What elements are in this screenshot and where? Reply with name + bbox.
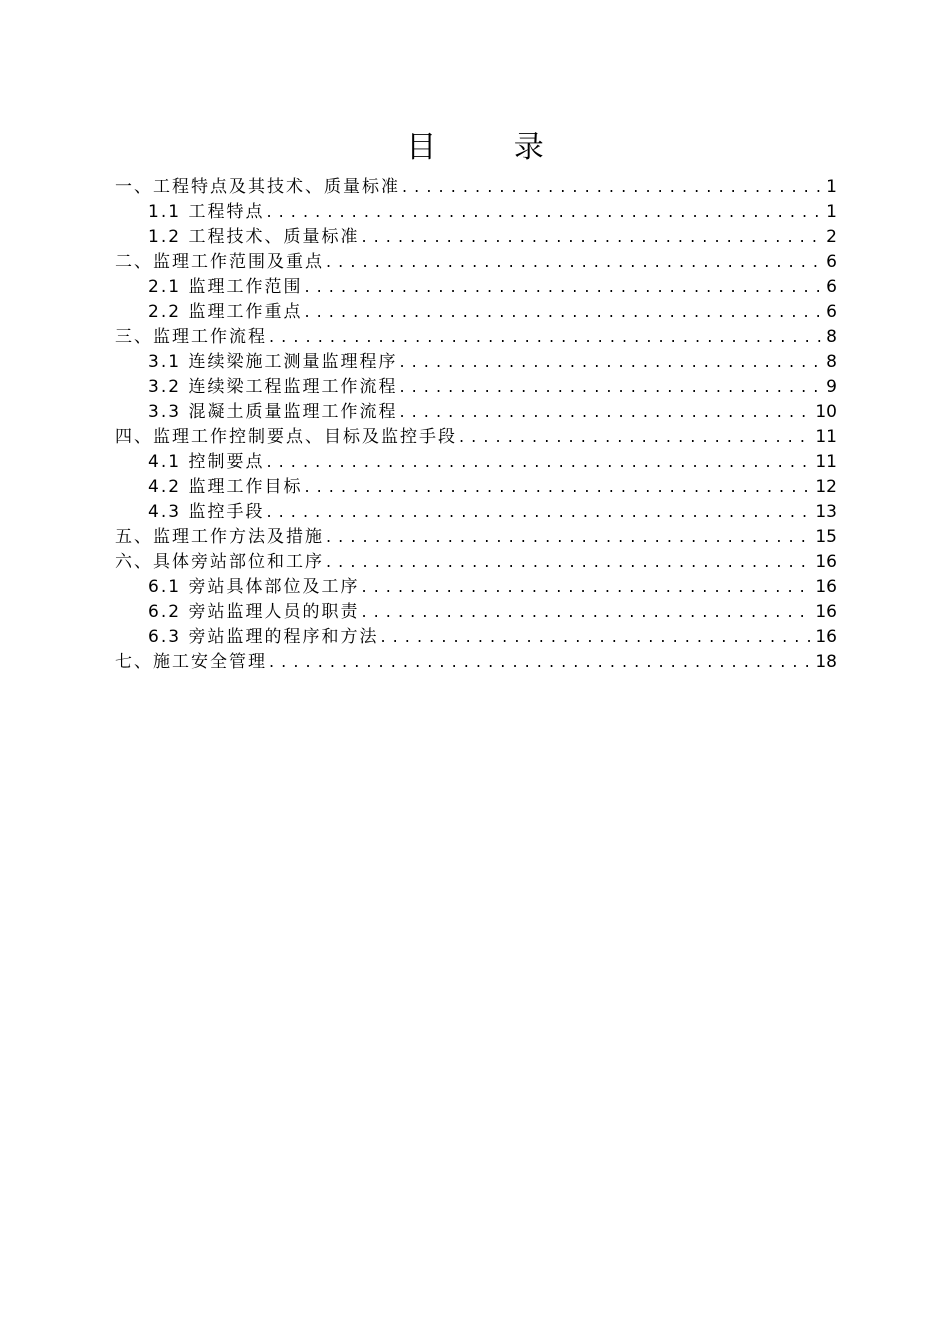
dot-leader: [266, 449, 811, 474]
toc-entry-text: 4.1 控制要点: [148, 452, 265, 472]
dot-leader: [269, 324, 822, 349]
toc-entry[interactable]: [115, 549, 837, 574]
dot-leader: [326, 524, 811, 549]
toc-page-number: 1: [826, 202, 837, 222]
toc-entry-text: 3.3 混凝土质量监理工作流程: [148, 402, 398, 422]
toc-page-number: 10: [815, 402, 837, 422]
toc-entry-text: 6.3 旁站监理的程序和方法: [148, 627, 379, 647]
dot-leader: [380, 624, 811, 649]
toc-entry-text: 2.2 监理工作重点: [148, 302, 303, 322]
toc-page-number: 16: [815, 552, 837, 572]
toc-entry[interactable]: [115, 324, 837, 349]
dot-leader: [361, 574, 811, 599]
toc-page-number: 12: [815, 477, 837, 497]
toc-entry-text: 4.3 监控手段: [148, 502, 265, 522]
toc-entry-text: 三、监理工作流程: [115, 327, 267, 347]
dot-leader: [304, 299, 822, 324]
toc-entry[interactable]: [115, 374, 837, 399]
toc-entry-text: 七、施工安全管理: [115, 652, 267, 672]
toc-page-number: 11: [815, 427, 837, 447]
dot-leader: [361, 224, 822, 249]
toc-entry-text: 1.1 工程特点: [148, 202, 265, 222]
toc-page-number: 16: [815, 602, 837, 622]
toc-entry[interactable]: [115, 499, 837, 524]
table-of-contents: [115, 174, 837, 674]
dot-leader: [459, 424, 811, 449]
toc-entry[interactable]: [115, 199, 837, 224]
dot-leader: [399, 374, 822, 399]
dot-leader: [304, 274, 822, 299]
dot-leader: [326, 549, 811, 574]
toc-entry[interactable]: [115, 299, 837, 324]
dot-leader: [399, 349, 822, 374]
toc-page-number: 1: [826, 177, 837, 197]
toc-page-number: 8: [826, 352, 837, 372]
dot-leader: [266, 199, 822, 224]
toc-entry-text: 6.1 旁站具体部位及工序: [148, 577, 360, 597]
toc-page-number: 15: [815, 527, 837, 547]
toc-entry-text: 六、具体旁站部位和工序: [115, 552, 324, 572]
dot-leader: [399, 399, 811, 424]
toc-entry-text: 1.2 工程技术、质量标准: [148, 227, 360, 247]
dot-leader: [326, 249, 822, 274]
toc-page-number: 6: [826, 277, 837, 297]
toc-entry-text: 6.2 旁站监理人员的职责: [148, 602, 360, 622]
toc-page-number: 6: [826, 302, 837, 322]
dot-leader: [266, 499, 811, 524]
toc-entry-text: 五、监理工作方法及措施: [115, 527, 324, 547]
toc-entry[interactable]: [115, 224, 837, 249]
toc-page-number: 11: [815, 452, 837, 472]
toc-entry[interactable]: [115, 274, 837, 299]
toc-entry[interactable]: [115, 424, 837, 449]
toc-entry[interactable]: [115, 624, 837, 649]
toc-entry[interactable]: [115, 349, 837, 374]
toc-entry[interactable]: [115, 649, 837, 674]
dot-leader: [402, 174, 822, 199]
toc-page-number: 9: [826, 377, 837, 397]
toc-page-number: 6: [826, 252, 837, 272]
toc-entry[interactable]: [115, 574, 837, 599]
toc-page-number: 16: [815, 627, 837, 647]
toc-page-number: 2: [826, 227, 837, 247]
dot-leader: [269, 649, 811, 674]
toc-page-number: 18: [815, 652, 837, 672]
toc-entry-text: 3.1 连续梁施工测量监理程序: [148, 352, 398, 372]
toc-entry[interactable]: [115, 599, 837, 624]
dot-leader: [361, 599, 811, 624]
toc-page-number: 8: [826, 327, 837, 347]
toc-entry-text: 4.2 监理工作目标: [148, 477, 303, 497]
toc-entry-text: 3.2 连续梁工程监理工作流程: [148, 377, 398, 397]
toc-entry-text: 2.1 监理工作范围: [148, 277, 303, 297]
toc-entry[interactable]: [115, 474, 837, 499]
toc-entry[interactable]: [115, 449, 837, 474]
toc-entry[interactable]: [115, 524, 837, 549]
toc-entry-text: 一、工程特点及其技术、质量标准: [115, 177, 400, 197]
toc-entry-text: 四、监理工作控制要点、目标及监控手段: [115, 427, 457, 447]
toc-entry-text: 二、监理工作范围及重点: [115, 252, 324, 272]
toc-page-number: 16: [815, 577, 837, 597]
toc-entry[interactable]: [115, 249, 837, 274]
toc-entry[interactable]: [115, 399, 837, 424]
dot-leader: [304, 474, 811, 499]
toc-entry[interactable]: [115, 174, 837, 199]
toc-page-number: 13: [815, 502, 837, 522]
toc-title: 目 录: [406, 130, 578, 165]
